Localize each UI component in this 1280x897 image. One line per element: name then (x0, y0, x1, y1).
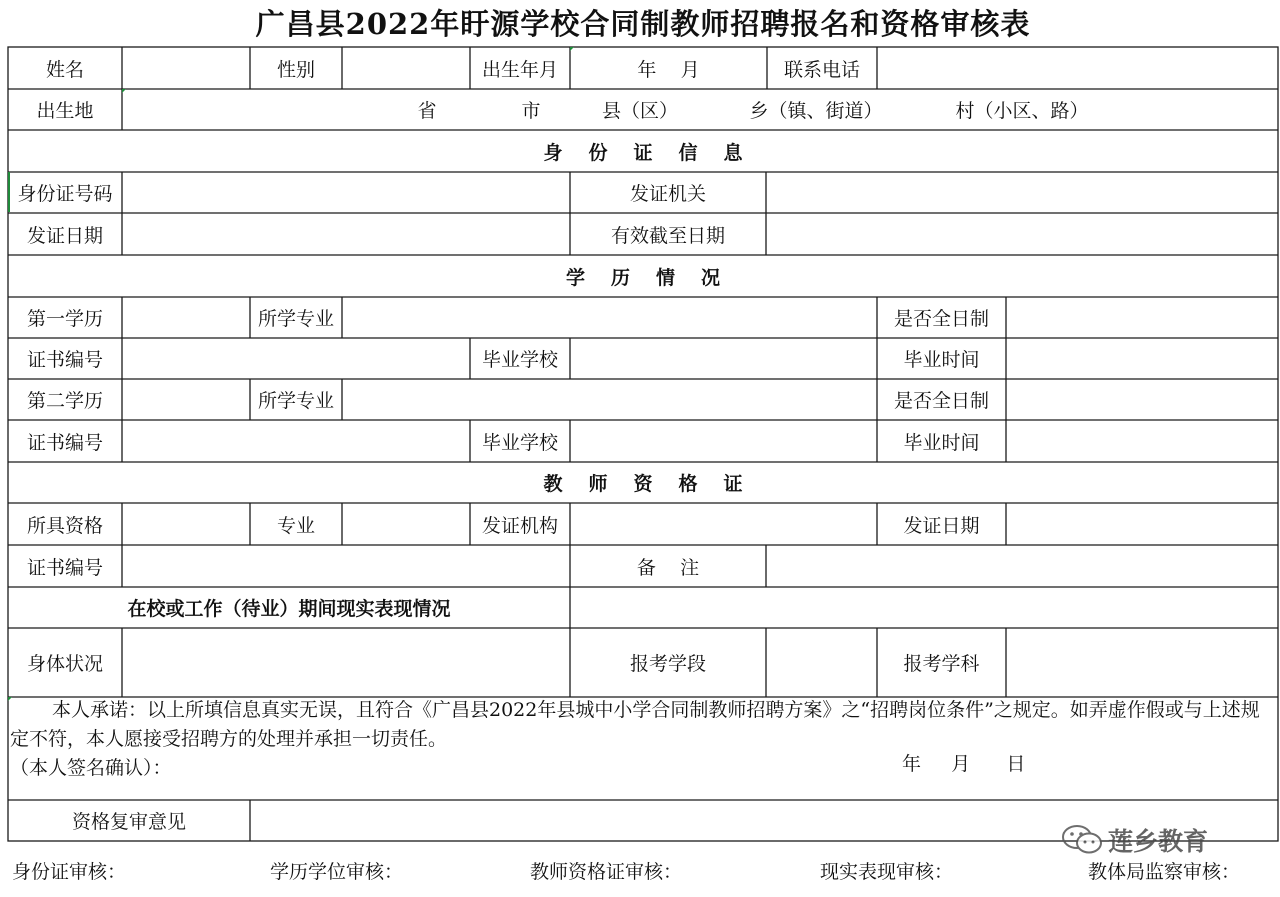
second-fulltime-label: 是否全日制 (893, 390, 989, 412)
edu-section-heading: 学历情况 (565, 266, 746, 289)
first-degree-label: 第一学历 (26, 308, 103, 330)
issuing-org-field[interactable] (570, 503, 877, 545)
stage-label: 报考学段 (629, 653, 706, 675)
issue-date-label: 发证日期 (26, 224, 103, 247)
specialty-field[interactable] (342, 503, 470, 545)
subject-field[interactable] (1006, 628, 1278, 697)
qualification-field[interactable] (122, 503, 250, 545)
id-number-field[interactable] (122, 172, 570, 213)
province-suffix: 省 (417, 100, 437, 122)
phone-field[interactable] (877, 47, 1278, 89)
second-fulltime-field[interactable] (1006, 379, 1278, 420)
issuing-org-label: 发证机构 (481, 514, 558, 537)
promise-text: 本人承诺：以上所填信息真实无误，且符合《广昌县2022年县城中小学合同制教师招聘方案》之“招聘岗位条件”之规定。如弄虚作假或与上述规定不符，本人愿接受招聘方的处理并承担一切责任。 (10, 699, 1260, 750)
second-major-label: 所学专业 (257, 390, 334, 412)
second-degree-label: 第二学历 (26, 390, 103, 412)
first-school-field[interactable] (570, 338, 877, 379)
teacher-issue-date-label: 发证日期 (903, 514, 980, 537)
town-suffix: 乡（镇、街道） (749, 100, 883, 122)
second-school-label: 毕业学校 (481, 431, 558, 454)
birth-date-label: 出生年月 (481, 58, 558, 81)
expiry-label: 有效截至日期 (610, 224, 725, 247)
name-field[interactable] (122, 47, 250, 89)
name-label: 姓名 (45, 58, 84, 81)
teacher-issue-date-field[interactable] (1006, 503, 1278, 545)
village-suffix: 村（小区、路） (955, 100, 1089, 122)
second-major-field[interactable] (342, 379, 877, 420)
teacher-cert-no-field[interactable] (122, 545, 570, 587)
performance-field[interactable] (570, 587, 1278, 628)
teacher-check-label: 教师资格证审核： (530, 861, 683, 883)
first-major-field[interactable] (342, 297, 877, 338)
chat-bubble-icon (1060, 823, 1104, 857)
second-degree-field[interactable] (122, 379, 250, 420)
birth-date-field[interactable]: 年 月 (637, 58, 700, 81)
teacher-cert-no-label: 证书编号 (26, 556, 103, 579)
review-label: 资格复审意见 (71, 811, 186, 833)
teacher-section-heading: 教师资格证 (543, 473, 769, 495)
health-label: 身体状况 (26, 653, 103, 675)
first-major-label: 所学专业 (257, 308, 334, 330)
first-cert-no-field[interactable] (122, 338, 470, 379)
second-cert-no-field[interactable] (122, 420, 470, 462)
subject-label: 报考学科 (903, 653, 980, 675)
remarks-field[interactable] (766, 545, 1278, 587)
first-fulltime-label: 是否全日制 (893, 308, 989, 330)
id-check-label: 身份证审核： (12, 861, 127, 883)
second-cert-no-label: 证书编号 (26, 431, 103, 454)
issue-date-field[interactable] (122, 213, 570, 255)
first-cert-no-label: 证书编号 (26, 349, 103, 371)
id-section-heading: 身份证信息 (543, 141, 769, 164)
id-number-label: 身份证号码 (17, 183, 113, 205)
first-degree-field[interactable] (122, 297, 250, 338)
specialty-label: 专业 (276, 514, 315, 537)
issuer-label: 发证机关 (629, 183, 706, 205)
birthplace-label: 出生地 (36, 100, 94, 122)
second-school-field[interactable] (570, 420, 877, 462)
second-grad-time-label: 毕业时间 (903, 431, 980, 454)
form-title: 广昌县2022年盱源学校合同制教师招聘报名和资格审核表 (255, 7, 1031, 41)
issuer-field[interactable] (766, 172, 1278, 213)
remarks-label: 备 注 (636, 556, 700, 579)
phone-label: 联系电话 (783, 58, 860, 81)
health-field[interactable] (122, 628, 570, 697)
performance-check-label: 现实表现审核： (820, 861, 954, 883)
birthplace-field[interactable] (122, 89, 1278, 130)
qualification-label: 所具资格 (26, 514, 103, 537)
stage-field[interactable] (766, 628, 877, 697)
second-grad-time-field[interactable] (1006, 420, 1278, 462)
city-suffix: 市 (521, 100, 541, 122)
supervision-check-label: 教体局监察审核： (1088, 861, 1241, 883)
first-school-label: 毕业学校 (481, 349, 558, 371)
watermark-logo (1060, 822, 1250, 858)
signature-prompt: （本人签名确认）： (10, 757, 172, 779)
gender-field[interactable] (342, 47, 470, 89)
watermark-text: 莲乡教育 (1108, 827, 1209, 856)
signature-date[interactable]: 年 月 日 (902, 753, 1026, 775)
first-grad-time-field[interactable] (1006, 338, 1278, 379)
promise-block (10, 696, 1278, 783)
county-suffix: 县（区） (601, 100, 678, 122)
gender-label: 性别 (276, 58, 315, 81)
degree-check-label: 学历学位审核： (270, 861, 404, 883)
first-grad-time-label: 毕业时间 (903, 349, 980, 371)
performance-label: 在校或工作（待业）期间现实表现情况 (127, 598, 451, 620)
first-fulltime-field[interactable] (1006, 297, 1278, 338)
expiry-field[interactable] (766, 213, 1278, 255)
